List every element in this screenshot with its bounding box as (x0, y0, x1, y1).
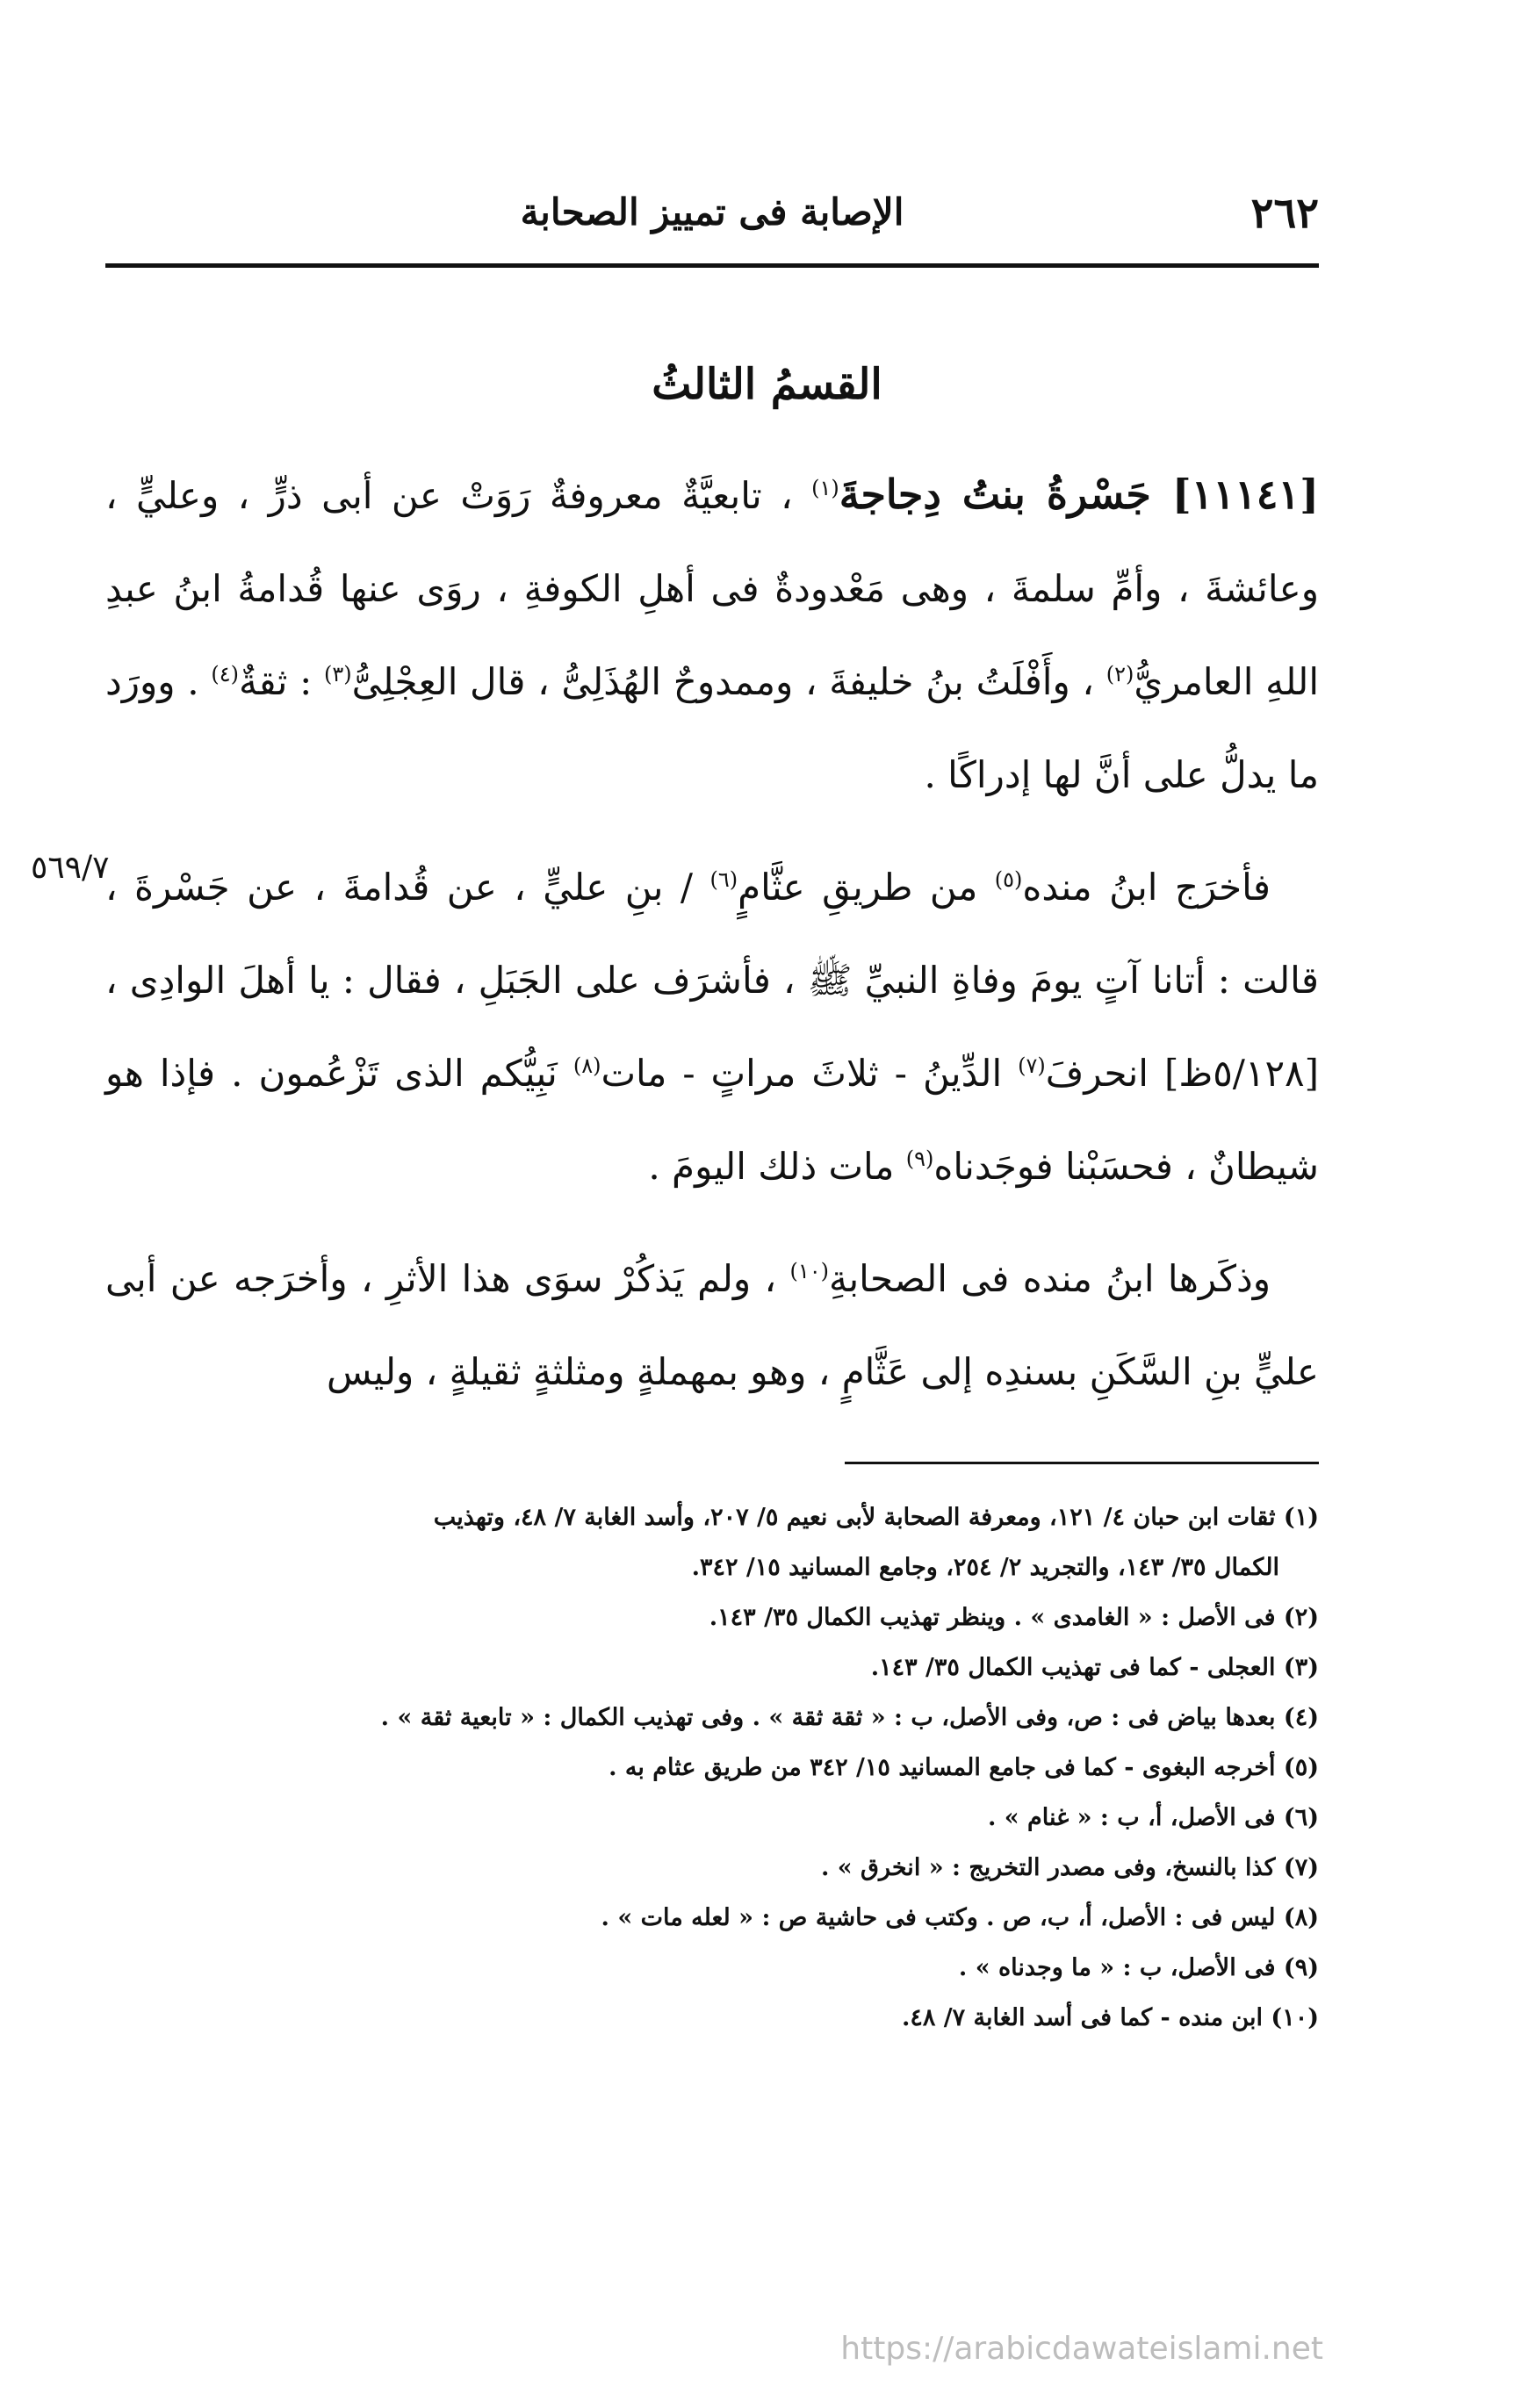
footnote-marker: (١٠) (789, 1259, 829, 1283)
footnote: (٤) بعدها بياض فى : ص، وفى الأصل، ب : « ثقة ثقة » . وفى تهذيب الكمال : « تابعية ثقة » . (380, 1704, 1319, 1731)
entry-title: [١١١٤١] جَسْرةُ بنتُ دِجاجةَ (839, 471, 1319, 518)
footnote: (٩) فى الأصل، ب : « ما وجدناه » . (958, 1954, 1319, 1981)
paragraph (105, 1233, 1319, 1419)
footnote-marker: (٣) (323, 662, 352, 686)
page-header (105, 189, 1319, 250)
footnote: (٢) فى الأصل : « الغامدى » . وينظر تهذيب الكمال ٣٥/ ١٤٣. (709, 1604, 1319, 1631)
footnote-marker: (٩) (905, 1146, 934, 1171)
footnote-marker: (٦) (709, 867, 738, 892)
paragraph-text: الدِّينُ - ثلاثَ مراتٍ - مات (601, 1052, 1003, 1095)
paragraph-text: نَبِيُّكم الذى تَزْعُمون . فإذا هو شيطانٌ ، فحسَبْنا فوجَدناه (105, 1052, 1319, 1188)
paragraph (105, 841, 1319, 1213)
footnote: (٨) ليس فى : الأصل، أ، ب، ص . وكتب فى حاشية ص : « لعله مات » . (601, 1904, 1319, 1931)
footnotes (105, 1492, 1319, 2043)
margin-reference: ٥٦٩/٧ (31, 850, 110, 886)
footnote: (٧) كذا بالنسخ، وفى مصدر التخريج : « انخرق » . (820, 1854, 1319, 1881)
entry-text: ، وأَفْلَتُ بنُ خليفةَ ، وممدوحٌ الهُذَلِىُّ ، قال العِجْلِىُّ (351, 660, 1094, 703)
footnote-marker: (٨) (573, 1053, 601, 1078)
watermark-url: https://arabicdawateislami.net (840, 2331, 1323, 2367)
entry-text: ، تابعيَّةٌ معروفةٌ رَوَتْ عن أبى ذرٍّ ، وعليٍّ ، وعائشةَ ، وأمِّ سلمةَ ، وهى مَعْدودةٌ فى أهلِ الكوفةِ ، روَى عنها قُدامةُ ابنُ عبدِ اللهِ العامريُّ (105, 474, 1319, 703)
header-rule (105, 263, 1319, 268)
page-number: ٢٦٢ (1250, 189, 1319, 238)
paragraph-text: من طريقِ عثَّامٍ (738, 866, 978, 909)
footnote-continuation: الكمال ٣٥/ ١٤٣، والتجريد ٢/ ٢٥٤، وجامع المسانيد ١٥/ ٣٤٢. (691, 1554, 1279, 1581)
footnote-marker: (١) (811, 476, 839, 500)
footnote: (١٠) ابن منده - كما فى أسد الغابة ٧/ ٤٨. (901, 2004, 1319, 2031)
footnote-marker: (٢) (1105, 662, 1134, 686)
footnote: (١) ثقات ابن حبان ٤/ ١٢١، ومعرفة الصحابة لأبى نعيم ٥/ ٢٠٧، وأسد الغابة ٧/ ٤٨، وتهذيب (433, 1504, 1319, 1531)
paragraph-text: فأخرَج ابنُ منده (1022, 866, 1271, 909)
footnote: (٣) العجلى - كما فى تهذيب الكمال ٣٥/ ١٤٣. (870, 1654, 1319, 1681)
paragraph-text: مات ذلك اليومَ . (648, 1145, 895, 1188)
footnote: (٥) أخرجه البغوى - كما فى جامع المسانيد ١٥/ ٣٤٢ من طريق عثام به . (609, 1754, 1319, 1781)
paragraph-text: / بنِ عليٍّ ، عن قُدامةَ ، عن جَسْرةَ ، قالت : أتانا آتٍ يومَ وفاةِ النبيِّ ﷺ ، فأشرَف على الجَبَلِ ، فقال : يا أهلَ الوادِى ، [٥/١٢٨ظ] انحرفَ (105, 866, 1319, 1095)
footnote-marker: (٥) (994, 867, 1023, 892)
footnote-marker: (٤) (211, 662, 239, 686)
paragraph-text: وذكَرها ابنُ منده فى الصحابةِ (828, 1257, 1271, 1300)
entry-text: . وورَد ما يدلُّ على أنَّ لها إدراكًا . (105, 660, 1319, 796)
paragraph-text: ، ولم يَذكُرْ سوَى هذا الأثرِ ، وأخرَجه عن أبى عليٍّ بنِ السَّكَنِ بسندِه إلى عَثَّامٍ ، وهو بمهملةٍ ومثلثةٍ ثقيلةٍ ، وليس (105, 1257, 1319, 1393)
body-text (105, 448, 1319, 1438)
entry-paragraph (105, 448, 1319, 822)
section-title: القسمُ الثالثُ (652, 360, 882, 409)
footnote-rule (845, 1462, 1319, 1464)
entry-text: : ثقةٌ (238, 660, 313, 703)
running-title: الإصابة فى تمييز الصحابة (520, 190, 904, 234)
footnote: (٦) فى الأصل، أ، ب : « غنام » . (987, 1804, 1319, 1831)
footnote-marker: (٧) (1018, 1053, 1046, 1078)
